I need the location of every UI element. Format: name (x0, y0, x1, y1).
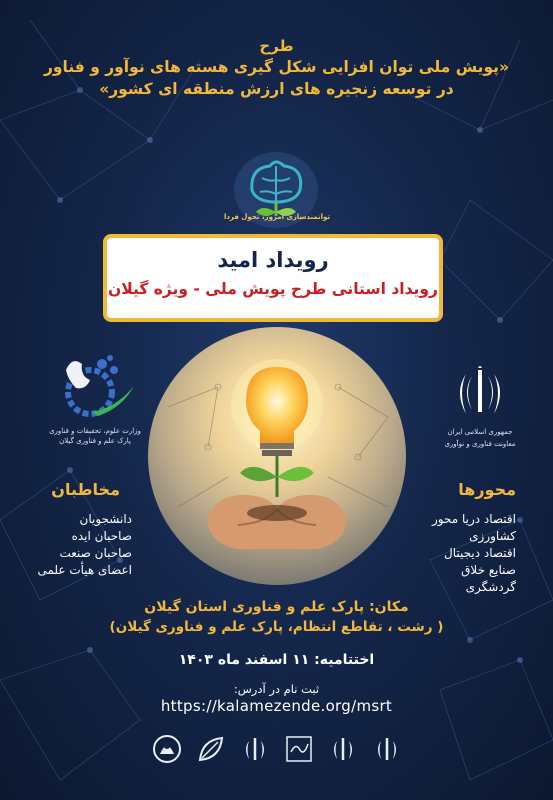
event-subtitle: رویداد استانی طرح پویش ملی - ویژه گیلان (108, 280, 438, 298)
gilan-caption-line-2: پارک علم و فناوری گیلان (59, 437, 131, 445)
gilan-logo-caption (30, 426, 160, 446)
calligraphy-logo-icon (282, 732, 316, 780)
emblem-caption: توانمندسازی امروز، تحول فردا (223, 213, 331, 221)
list-item: صاحبان صنعت (59, 546, 132, 560)
event-title-box (103, 234, 443, 322)
iran-logo-caption-1: جمهوری اسلامی ایران (447, 428, 513, 436)
list-item: کشاورزی (469, 529, 516, 543)
topics-heading: محورها (458, 480, 516, 499)
list-item: دانشجویان (79, 512, 132, 526)
list-item: صنایع خلاق (461, 563, 516, 577)
footer-logos (150, 732, 400, 780)
iran-emblem-icon (238, 732, 272, 780)
registration-link[interactable]: https://kalamezende.org/msrt (160, 697, 393, 715)
iran-emblem-icon (452, 362, 508, 422)
audiences-list (30, 511, 132, 579)
registration-label: ثبت نام در آدرس: (233, 682, 320, 696)
list-item: اقتصاد دریا محور (431, 512, 516, 526)
list-item: گردشگری (465, 580, 516, 594)
venue-line-1: مکان: پارک علم و فناوری استان گیلان (144, 599, 409, 615)
list-item: صاحبان ایده (71, 529, 132, 543)
iran-logo-caption-2: معاونت فناوری و نوآوری (444, 440, 516, 448)
header-line-2: در توسعه زنجیره های ارزش منطقه ای کشور» (99, 80, 454, 98)
venue-line-2: ( رشت ، تقاطع انتظام، پارک علم و فناوری گیلان) (109, 619, 444, 635)
brain-seedling-icon (226, 150, 326, 235)
poster-header (0, 36, 553, 100)
event-title: رویداد امید (217, 248, 329, 272)
iran-emblem-icon (370, 732, 404, 780)
header-pre: طرح (259, 37, 294, 55)
lightbulb-in-hands-icon (148, 327, 406, 585)
venue-block (0, 597, 553, 637)
header-line-1: «پویش ملی توان افزایی شکل گیری هسته های نوآور و فناور (43, 58, 510, 76)
audiences-heading: مخاطبان (51, 480, 120, 499)
gilan-science-park-icon (52, 350, 142, 420)
iran-emblem-icon (326, 732, 360, 780)
leaf-logo-icon (194, 732, 228, 780)
list-item: اقتصاد دیجیتال (444, 546, 516, 560)
topics-list (410, 511, 516, 596)
gilan-caption-line-1: وزارت علوم، تحقیقات و فناوری (49, 427, 141, 435)
organization-logo-icon-1 (150, 732, 184, 780)
list-item: اعضای هیأت علمی (37, 563, 132, 577)
closing-date: اختتامیه: ۱۱ اسفند ماه ۱۴۰۳ (178, 652, 375, 668)
